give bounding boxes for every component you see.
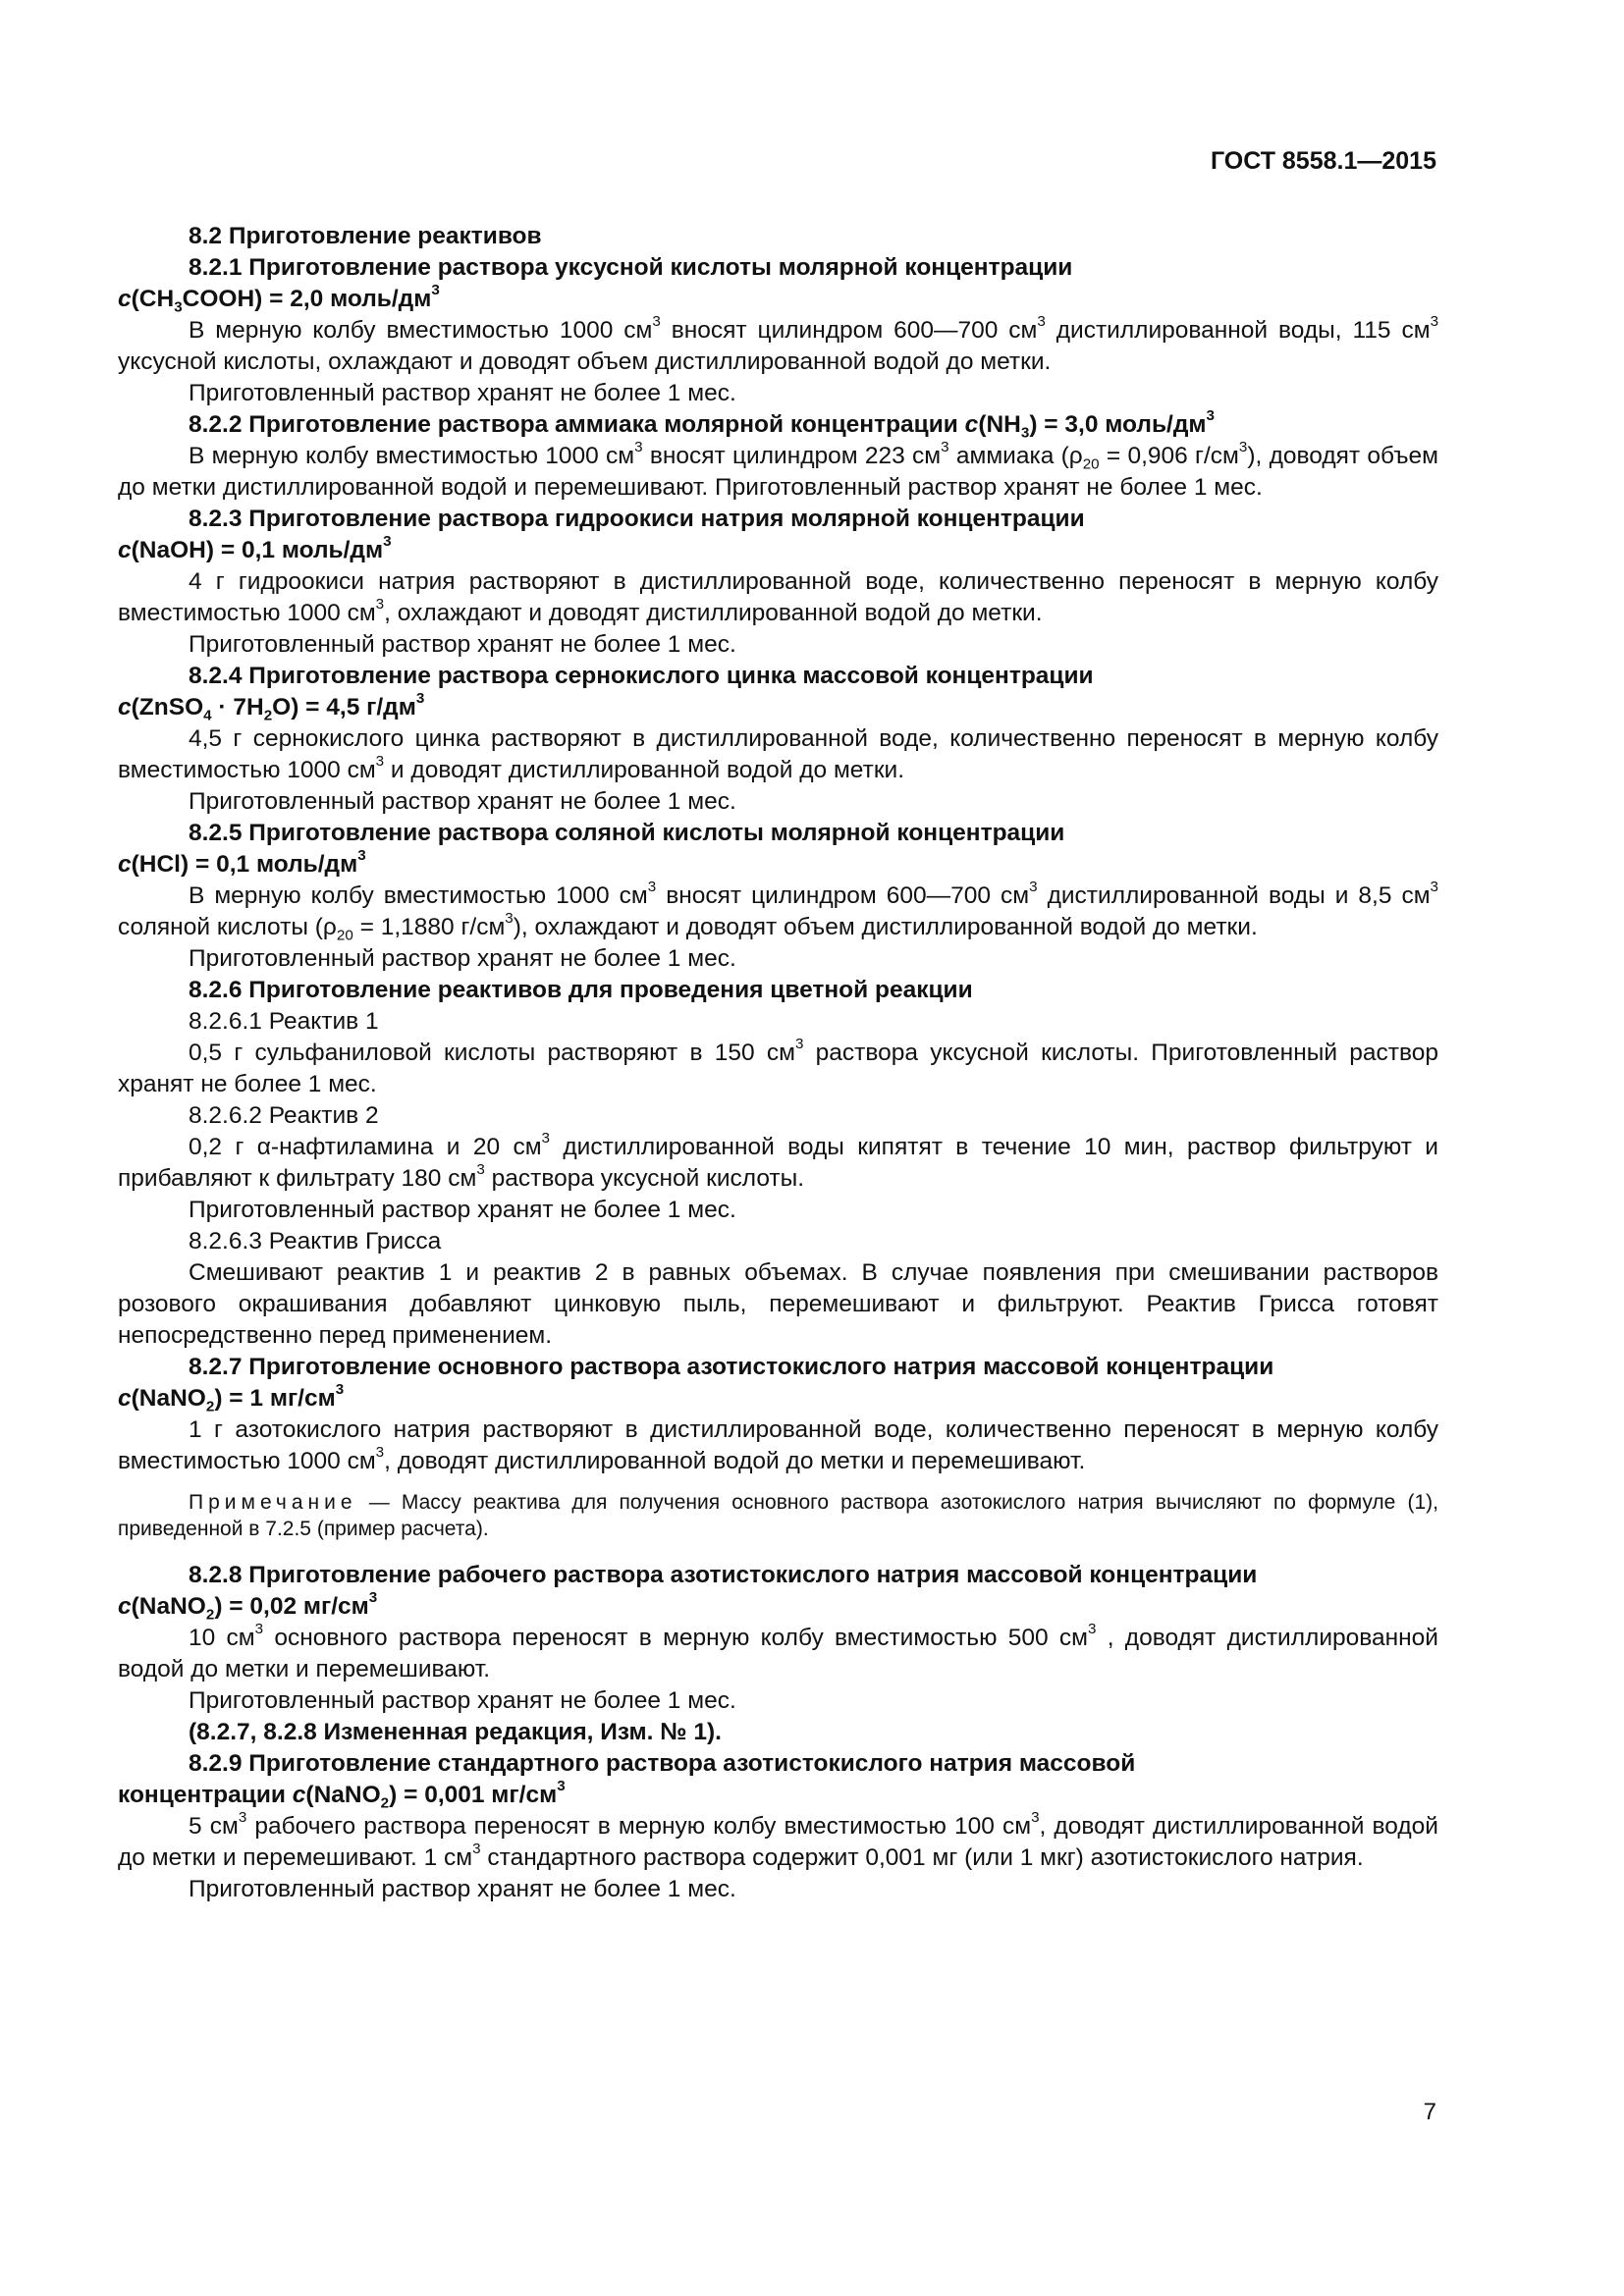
heading-8-2-5: 8.2.5 Приготовление раствора соляной кислоты молярной концентрации c(HCl) = 0,1 моль/$дм^3$ [118,818,1438,881]
paragraph: В мерную колбу вместимостью 1000 $см^3$ вносят цилиндром 223 $см^3$ аммиака ($\rho_{20} = 0,906$ $г/см^3$), доводят объем до метки дистиллированной водой и перемешивают. Приготовленный раствор хранят не более 1 мес. [118,438,1439,501]
heading-8-2-8: 8.2.8 Приготовление рабочего раствора азотистокислого натрия массовой концентрации c(NaNO$_2$) = 0,02 $мг/см^3$ [118,1560,1438,1623]
paragraph: 0,5 г сульфаниловой кислоты растворяют в 150 $см^3$ раствора уксусной кислоты. Приготовленный раствор хранят не более 1 мес. [118,1035,1438,1097]
heading-8-2-9: 8.2.9 Приготовление стандартного раствора азотистокислого натрия массовой концентрации c(NaNO$_2$) = 0,001 $мг/см^3$ [118,1748,1438,1811]
paragraph: Смешивают реактив 1 и реактив 2 в равных объемах. В случае появления при смешивании растворов розового окрашивания добавляют цинковую пыль, перемешивают и фильтруют. Реактив Грисса готовят непосредственно перед применением. [118,1259,1438,1349]
heading-8-2-7: 8.2.7 Приготовление основного раствора азотистокислого натрия массовой концентрации c(NaNO$_2$) = 1 $мг/см^3$ [118,1352,1438,1415]
paragraph: 4,5 г сернокислого цинка растворяют в дистиллированной воде, количественно переносят в мерную колбу вместимостью 1000 $см^3$ и доводят дистиллированной водой до метки. [118,725,1438,783]
paragraph: 0,2 г α-нафтиламина и 20 $см^3$ дистиллированной воды кипятят в течение 10 мин, раствор фильтруют и прибавляют к фильтрату 180 $см^3$ раствора уксусной кислоты. [118,1129,1438,1192]
storage-note: Приготовленный раствор хранят не более 1 мес. [189,380,736,406]
formula-8-2-3: c(NaOH) = 0,1 моль/$дм^3$ [118,532,392,563]
formula-8-2-9: концентрации c(NaNO$_2$) = 0,001 $мг/см^3$ [118,1777,566,1812]
storage-note: Приготовленный раствор хранят не более 1 мес. [189,1197,736,1223]
paragraph: 5 $см^3$ рабочего раствора переносят в мерную колбу вместимостью 100 $см^3$, доводят дистиллированной водой до метки и перемешивают. 1 $см^3$ стандартного раствора содержит 0,001 мг (или 1 мкг) азотистокислого натрия. [118,1808,1438,1871]
page-number: 7 [1423,2099,1436,2125]
paragraph: В мерную колбу вместимостью 1000 $см^3$ вносят цилиндром 600—700 $см^3$ дистиллированной воды, 115 $см^3$ уксусной кислоты, охлаждают и доводят объем дистиллированной водой до метки. [118,312,1439,375]
note-label: Примечание [189,1491,357,1514]
storage-note: Приготовленный раствор хранят не более 1 мес. [189,1876,736,1902]
formula-8-2-1: $c(CH_3COOH) = 2,0$ моль/$дм^3$ [118,281,440,316]
heading-8-2-2: 8.2.2 Приготовление раствора аммиака молярной концентрации $c(NH_3) = 3,0$ моль/$дм^3$ [189,406,1215,442]
subheading-8-2-6-2: 8.2.6.2 Реактив 2 [189,1102,379,1129]
formula-8-2-7: c(NaNO$_2$) = 1 $мг/см^3$ [118,1380,345,1415]
subheading-8-2-6-1: 8.2.6.1 Реактив 1 [189,1008,379,1035]
paragraph: 10 $см^3$ основного раствора переносят в мерную колбу вместимостью 500 $см^3$ , доводят дистиллированной водой до метки и перемешивают. [118,1620,1438,1682]
note: Примечание — Массу реактива для получения основного раствора азотокислого натрия вычисляют по формуле (1), приведенной в 7.2.5 (пример расчета). [118,1491,1438,1540]
standard-header: ГОСТ 8558.1—2015 [1210,147,1436,175]
storage-note: Приготовленный раствор хранят не более 1 мес. [189,631,736,658]
heading-8-2-6: 8.2.6 Приготовление реактивов для проведения цветной реакции [189,977,973,1003]
paragraph: 1 г азотокислого натрия растворяют в дистиллированной воде, количественно переносят в мерную колбу вместимостью 1000 $см^3$, доводят дистиллированной водой до метки и перемешивают. [118,1416,1438,1474]
page-content [118,221,1438,1905]
formula-8-2-4: c(ZnSO$_4$ · $7H_2O) = 4,5$ $г/дм^3$ [118,689,425,724]
heading-8-2-1: 8.2.1 Приготовление раствора уксусной кислоты молярной концентрации $c(CH_3COOH) = 2,0$ моль/$дм^3$ [118,252,1438,315]
formula-8-2-5: c(HCl) = 0,1 моль/$дм^3$ [118,846,366,878]
amendment-note: (8.2.7, 8.2.8 Измененная редакция, Изм. № 1). [189,1719,722,1745]
paragraph: 4 г гидроокиси натрия растворяют в дистиллированной воде, количественно переносят в мерную колбу вместимостью 1000 $см^3$, охлаждают и доводят дистиллированной водой до метки. [118,568,1438,626]
subheading-8-2-6-3: 8.2.6.3 Реактив Грисса [189,1228,442,1255]
storage-note: Приготовленный раствор хранят не более 1 мес. [189,788,736,815]
paragraph: В мерную колбу вместимостью 1000 $см^3$ вносят цилиндром 600—700 $см^3$ дистиллированной воды и 8,5 $см^3$ соляной кислоты ($\rho_{20} = 1,1880$ $г/см^3$), охлаждают и доводят объем дистиллированной водой до метки. [118,878,1438,944]
section-title: 8.2 Приготовление реактивов [189,223,542,249]
heading-8-2-4: 8.2.4 Приготовление раствора сернокислого цинка массовой концентрации c(ZnSO$_4$ · $7H_2O) = 4,5$ $г/дм^3$ [118,661,1438,723]
formula-8-2-8: c(NaNO$_2$) = 0,02 $мг/см^3$ [118,1588,378,1624]
storage-note: Приготовленный раствор хранят не более 1 мес. [189,1687,736,1714]
storage-note: Приготовленный раствор хранят не более 1 мес. [189,945,736,972]
heading-8-2-3: 8.2.3 Приготовление раствора гидроокиси натрия молярной концентрации c(NaOH) = 0,1 моль/$дм^3$ [118,504,1438,566]
